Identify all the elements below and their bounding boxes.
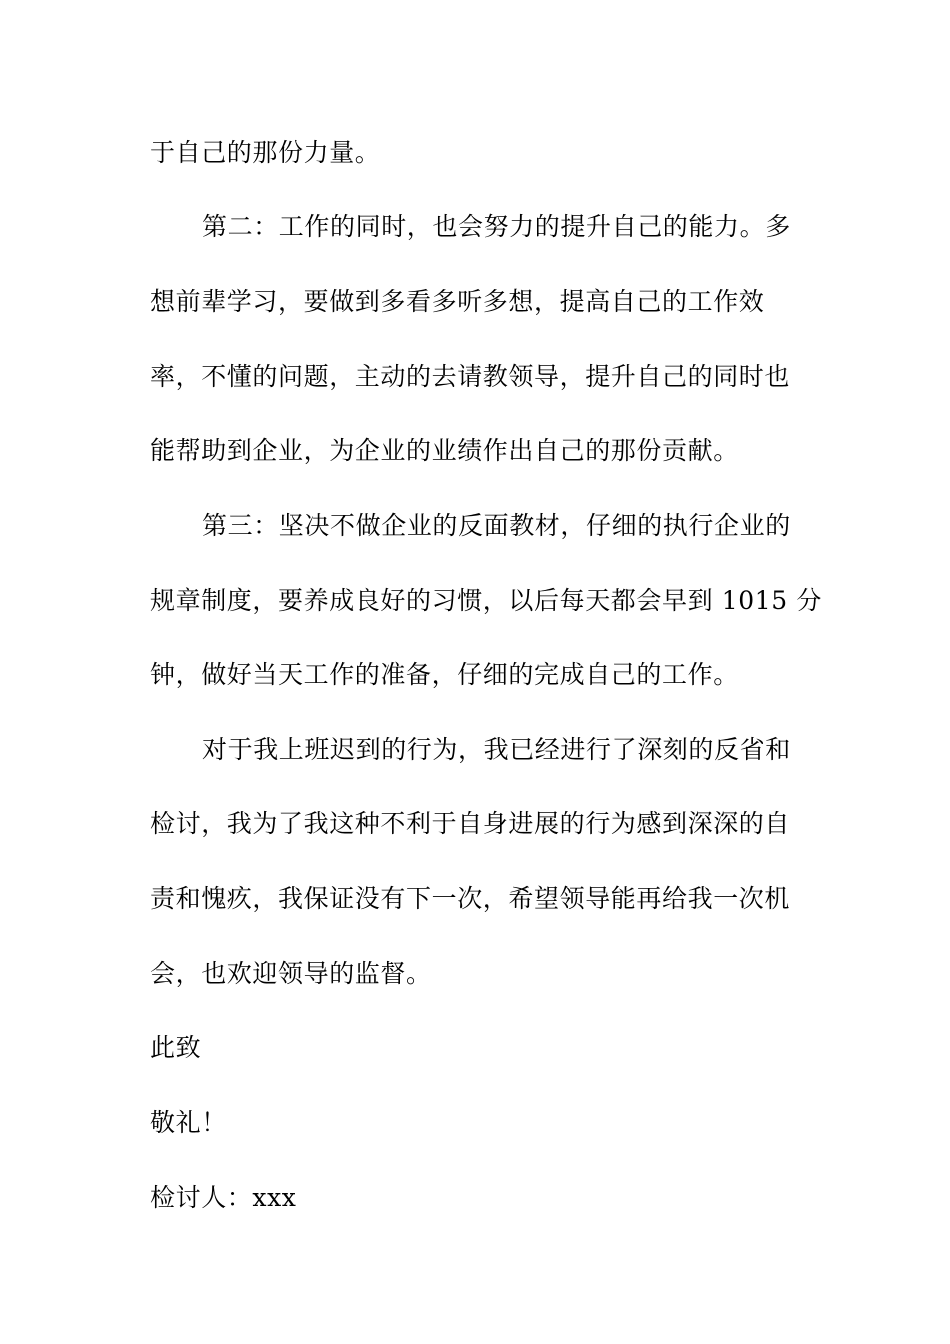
closing-salutation: 此致 bbox=[150, 1033, 202, 1062]
paragraph-line: 第二：工作的同时，也会努力的提升自己的能力。多 bbox=[202, 212, 791, 241]
paragraph-line: 责和愧疚，我保证没有下一次，希望领导能再给我一次机 bbox=[150, 884, 791, 913]
paragraph-line: 想前辈学习，要做到多看多听多想，提高自己的工作效 bbox=[150, 287, 765, 316]
paragraph-line: 能帮助到企业，为企业的业绩作出自己的那份贡献。 bbox=[150, 436, 739, 465]
paragraph-line: 率，不懂的问题，主动的去请教领导，提升自己的同时也 bbox=[150, 362, 791, 391]
signer-line: 检讨人：xxx bbox=[150, 1183, 297, 1212]
paragraph-line: 对于我上班迟到的行为，我已经进行了深刻的反省和 bbox=[202, 735, 791, 764]
closing-respect: 敬礼！ bbox=[150, 1108, 227, 1137]
paragraph-line: 规章制度，要养成良好的习惯，以后每天都会早到 1015 分 bbox=[150, 586, 822, 615]
paragraph-line: 钟，做好当天工作的准备，仔细的完成自己的工作。 bbox=[150, 660, 739, 689]
paragraph-line: 第三：坚决不做企业的反面教材，仔细的执行企业的 bbox=[202, 511, 791, 540]
paragraph-line: 检讨，我为了我这种不利于自身进展的行为感到深深的自 bbox=[150, 809, 791, 838]
paragraph-line: 会，也欢迎领导的监督。 bbox=[150, 959, 432, 988]
paragraph-line: 于自己的那份力量。 bbox=[150, 138, 381, 167]
